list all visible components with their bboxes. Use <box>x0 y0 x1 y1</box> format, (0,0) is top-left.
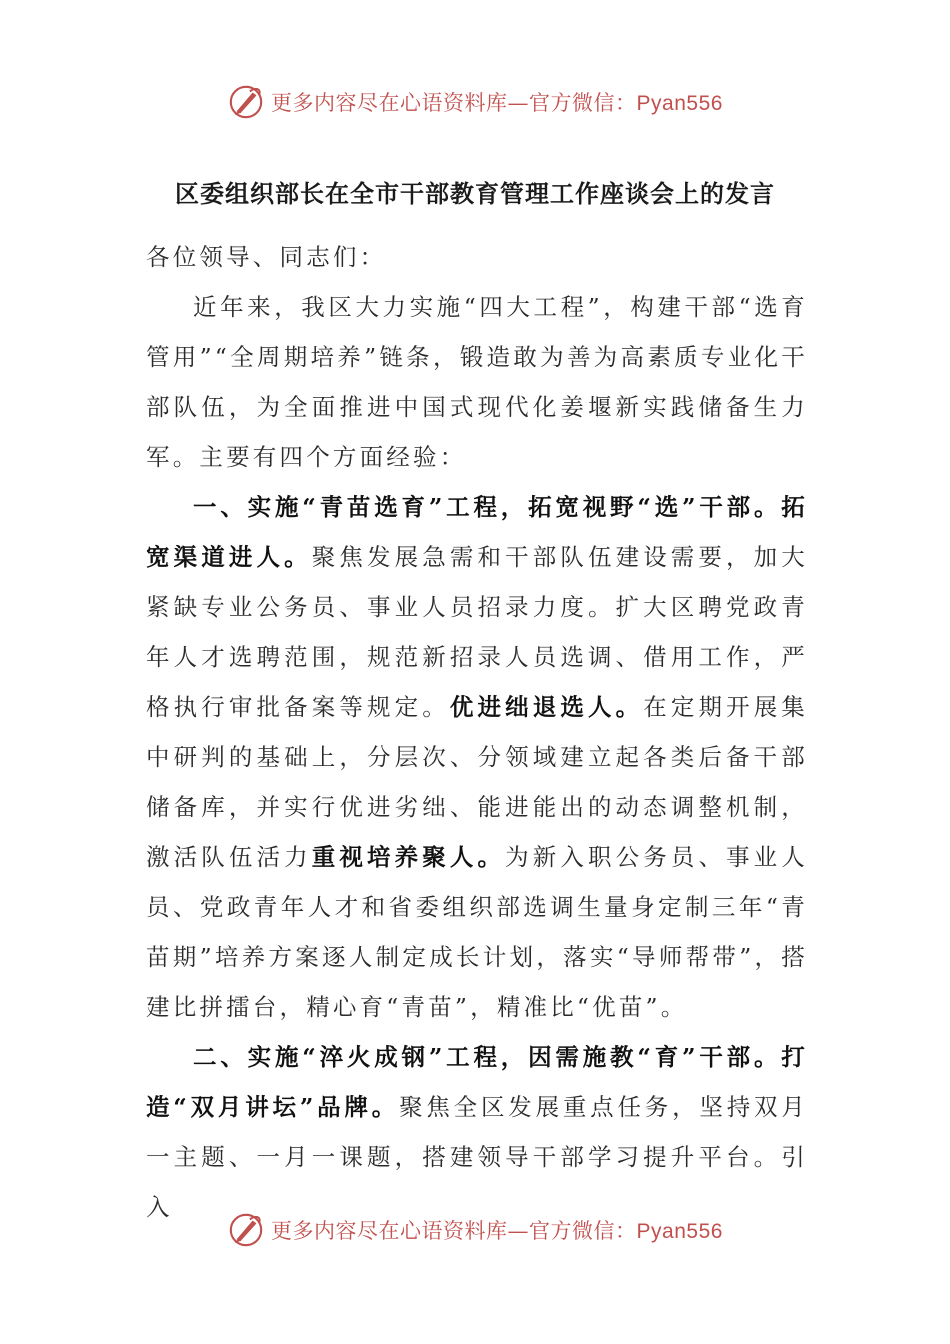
intro-paragraph: 近年来，我区大力实施“四大工程”，构建干部“选育管用”“全周期培养”链条，锻造敢为善为高素质专业化干部队伍，为全面推进中国式现代化姜堰新实践储备生力军。主要有四个方面经验： <box>146 293 808 471</box>
section-1-item-1-text: 聚焦发展急需和干部队伍建设需要，加大紧缺专业公务员、事业人员招录力度。扩大区聘党政青年人才选聘范围，规范新招录人员选调、借用工作，严格执行审批备案等规定。 <box>146 543 808 721</box>
section-1-item-1-title: 拓宽渠道进人。 <box>146 493 808 571</box>
section-2-item-1-text: 聚焦全区发展重点任务，坚持双月一主题、一月一课题，搭建领导干部学习提升平台。引入 <box>146 1093 808 1221</box>
quill-pen-logo-icon <box>227 83 265 121</box>
salutation: 各位领导、同志们： <box>146 243 387 271</box>
header-banner <box>0 80 950 124</box>
footer-banner <box>0 1208 950 1252</box>
document-title: 区委组织部长在全市干部教育管理工作座谈会上的发言 <box>175 179 775 208</box>
wechat-id: Pyan556 <box>636 1220 723 1243</box>
quill-pen-logo-icon <box>227 1211 265 1249</box>
section-1-item-3-text: 为新入职公务员、事业人员、党政青年人才和省委组织部选调生量身定制三年“青苗期”培养方案逐人制定成长计划，落实“导师帮带”，搭建比拼擂台，精心育“青苗”，精准比“优苗”。 <box>146 843 809 1021</box>
section-1-paragraph <box>146 482 808 1032</box>
section-1-heading: 一、实施“青苗选育”工程，拓宽视野“选”干部。 <box>193 493 782 521</box>
section-2-item-1-title: 打造“双月讲坛”品牌。 <box>146 1043 808 1121</box>
section-2-paragraph <box>146 1032 808 1232</box>
document-body <box>146 232 808 1232</box>
section-1-item-2-title: 优进绌退选人。 <box>449 693 644 721</box>
banner-text: 更多内容尽在心语资料库—官方微信：Pyan556 <box>271 1219 723 1243</box>
section-2-heading: 二、实施“淬火成钢”工程，因需施教“育”干部。 <box>193 1043 782 1071</box>
banner-text: 更多内容尽在心语资料库—官方微信：Pyan556 <box>271 91 723 115</box>
section-1-item-2-text: 在定期开展集中研判的基础上，分层次、分领域建立起各类后备干部储备库，并实行优进劣绌、能进能出的动态调整机制，激活队伍活力 <box>146 693 809 871</box>
wechat-id: Pyan556 <box>636 92 723 115</box>
section-1-item-3-title: 重视培养聚人。 <box>311 843 506 871</box>
